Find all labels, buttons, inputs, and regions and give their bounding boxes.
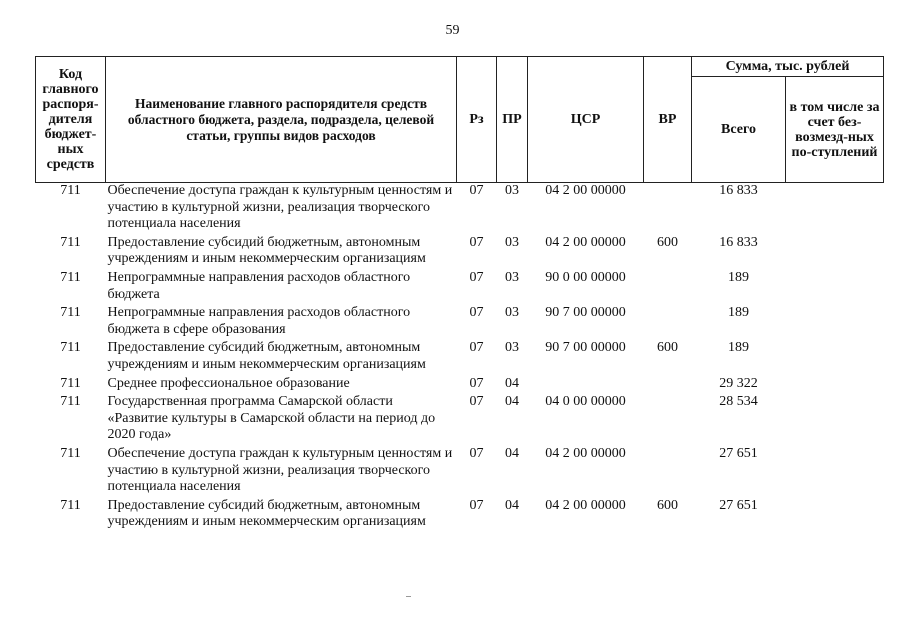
header-total: Всего — [692, 77, 786, 183]
cell-rz: 07 — [469, 375, 484, 391]
cell-pr: 03 — [505, 183, 519, 198]
cell-vr: 600 — [657, 497, 678, 513]
header-sum-group: Сумма, тыс. рублей — [692, 57, 884, 77]
table-row — [36, 376, 884, 395]
table-row — [36, 183, 884, 235]
cell-free-receipts — [786, 446, 884, 498]
cell-csr: 04 2 00 00000 — [545, 234, 626, 250]
cell-vr — [644, 446, 692, 498]
cell-total: 16 833 — [719, 183, 758, 198]
cell-rz: 07 — [469, 340, 484, 356]
cell-name: Предоставление субсидий бюджетным, автономным учреждениям и иным некоммерческим организациям — [107, 340, 426, 372]
cell-vr: 600 — [657, 340, 678, 356]
cell-vr — [644, 183, 692, 235]
cell-pr: 03 — [505, 305, 519, 321]
cell-total: 16 833 — [719, 234, 758, 250]
cell-pr: 04 — [505, 445, 519, 461]
header-free-receipts: в том числе за счет без-возмезд-ных по-ступлений — [786, 77, 884, 183]
cell-csr: 04 0 00 00000 — [545, 394, 626, 410]
cell-free-receipts — [786, 394, 884, 446]
table-row — [36, 446, 884, 498]
cell-name: Непрограммные направления расходов областного бюджета — [107, 269, 411, 302]
cell-name: Среднее профессиональное образование — [107, 375, 350, 391]
header-csr: ЦСР — [528, 57, 644, 183]
cell-rz: 07 — [469, 445, 484, 461]
cell-total: 189 — [728, 305, 749, 321]
header-rz: Рз — [457, 57, 497, 183]
cell-csr: 04 2 00 00000 — [545, 183, 626, 198]
cell-code: 711 — [60, 305, 81, 321]
table-row — [36, 394, 884, 446]
table-row — [36, 235, 884, 270]
header-vr: ВР — [644, 57, 692, 183]
scan-mark — [406, 596, 411, 597]
cell-total: 29 322 — [719, 375, 758, 391]
cell-total: 189 — [728, 269, 749, 285]
cell-pr: 04 — [505, 375, 519, 391]
cell-code: 711 — [60, 269, 81, 285]
cell-free-receipts — [786, 183, 884, 235]
cell-code: 711 — [60, 183, 81, 198]
budget-table — [35, 56, 884, 533]
page-number: 59 — [445, 23, 460, 38]
cell-code: 711 — [60, 375, 81, 391]
cell-name: Непрограммные направления расходов областного бюджета в сфере образования — [107, 305, 411, 337]
cell-free-receipts — [786, 235, 884, 270]
header-pr: ПР — [497, 57, 528, 183]
cell-csr — [528, 376, 644, 395]
cell-name: Предоставление субсидий бюджетным, автономным учреждениям и иным некоммерческим организациям — [107, 234, 426, 267]
cell-code: 711 — [60, 234, 81, 250]
cell-vr — [644, 305, 692, 340]
cell-csr: 04 2 00 00000 — [545, 445, 626, 461]
cell-vr: 600 — [657, 234, 678, 250]
cell-rz: 07 — [469, 183, 484, 198]
cell-vr — [644, 376, 692, 395]
cell-csr: 90 0 00 00000 — [545, 269, 626, 285]
cell-free-receipts — [786, 498, 884, 533]
cell-name: Государственная программа Самарской области «Развитие культуры в Самарской области на период до 2020 года» — [107, 394, 436, 443]
cell-rz: 07 — [469, 234, 484, 250]
cell-name: Обеспечение доступа граждан к культурным ценностям и участию в культурной жизни, реализация творческого потенциала населения — [107, 183, 453, 232]
cell-pr: 03 — [505, 269, 519, 285]
cell-vr — [644, 394, 692, 446]
cell-csr: 90 7 00 00000 — [545, 305, 626, 321]
table-row — [36, 305, 884, 340]
cell-free-receipts — [786, 376, 884, 395]
cell-code: 711 — [60, 394, 81, 410]
cell-rz: 07 — [469, 394, 484, 410]
cell-code: 711 — [60, 340, 81, 356]
cell-csr: 04 2 00 00000 — [545, 497, 626, 513]
cell-code: 711 — [60, 445, 81, 461]
cell-pr: 03 — [505, 340, 519, 356]
table-row — [36, 340, 884, 375]
cell-pr: 04 — [505, 394, 519, 410]
table-body — [36, 183, 884, 533]
cell-rz: 07 — [469, 269, 484, 285]
cell-name: Обеспечение доступа граждан к культурным ценностям и участию в культурной жизни, реализация творческого потенциала населения — [107, 445, 453, 495]
cell-code: 711 — [60, 497, 81, 513]
cell-rz: 07 — [469, 497, 484, 513]
cell-name: Предоставление субсидий бюджетным, автономным учреждениям и иным некоммерческим организациям — [107, 497, 426, 530]
cell-free-receipts — [786, 305, 884, 340]
table-row — [36, 270, 884, 305]
cell-free-receipts — [786, 340, 884, 375]
table-row — [36, 498, 884, 533]
cell-total: 27 651 — [719, 445, 758, 461]
table-header — [36, 57, 884, 183]
cell-rz: 07 — [469, 305, 484, 321]
cell-pr: 04 — [505, 497, 519, 513]
cell-total: 27 651 — [719, 497, 758, 513]
cell-vr — [644, 270, 692, 305]
cell-csr: 90 7 00 00000 — [545, 340, 626, 356]
cell-total: 189 — [728, 340, 749, 356]
cell-pr: 03 — [505, 234, 519, 250]
cell-free-receipts — [786, 270, 884, 305]
header-name: Наименование главного распорядителя средств областного бюджета, раздела, подраздела, целевой статьи, группы видов расходов — [106, 57, 457, 183]
header-code: Код главного распоря-дителя бюджет-ных средств — [36, 57, 106, 183]
cell-total: 28 534 — [719, 394, 758, 410]
